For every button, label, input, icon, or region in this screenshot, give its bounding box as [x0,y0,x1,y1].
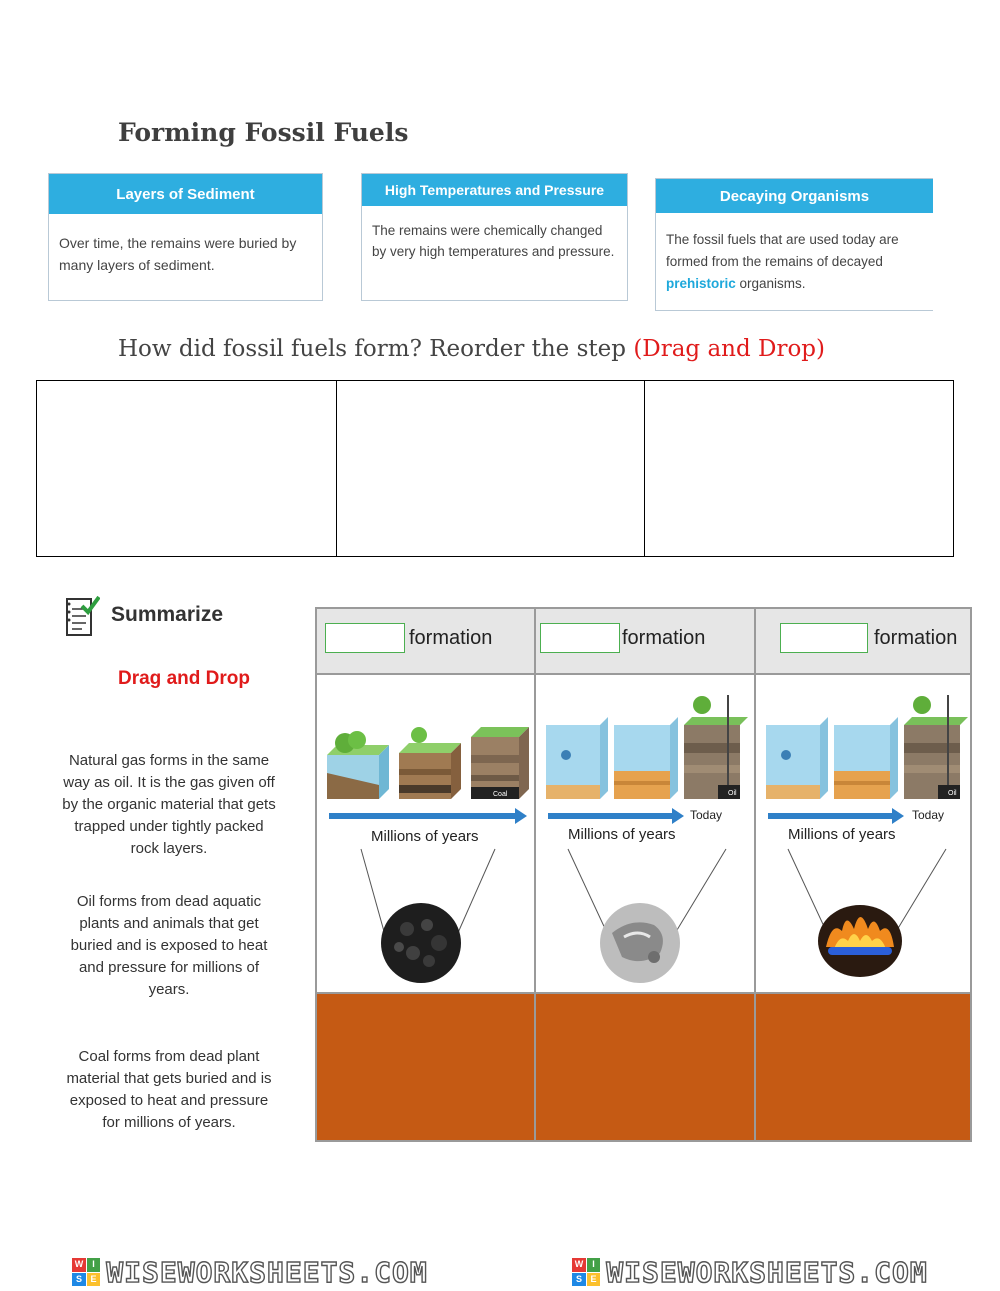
logo-letter: S [572,1273,586,1287]
checklist-icon [64,594,100,638]
card-header: Layers of Sediment [49,174,322,214]
drop-zone-oil[interactable] [536,992,754,1140]
oil-tag: Oil [728,790,737,797]
card-body: Over time, the remains were buried by many layers of sediment. [59,235,297,273]
today-label: Today [912,808,945,822]
watermark [572,1256,927,1289]
logo-letter: I [587,1258,601,1272]
reorder-slot-2[interactable] [337,381,644,556]
logo-letter: S [72,1273,86,1287]
millions-of-years-label: Millions of years [788,826,896,843]
formation-column-natural-gas [756,609,970,1140]
oil-formation-illustration [542,685,752,985]
card-body-text: The fossil fuels that are used today are formed from the remains of decayed [666,232,899,269]
card-layers-of-sediment[interactable] [48,173,323,301]
column-header [756,609,970,675]
formation-blank-input[interactable] [540,623,620,653]
formation-blank-input[interactable] [325,623,405,653]
card-body [656,213,933,305]
natural-gas-formation-illustration [762,685,972,985]
logo-letter: W [72,1258,86,1272]
watermark [72,1256,427,1289]
reorder-slot-1[interactable] [37,381,337,556]
card-body: The remains were chemically changed by very high temperatures and pressure. [372,223,615,259]
watermark-logo [572,1258,600,1286]
column-header [317,609,534,675]
coal-tag: Coal [493,791,508,798]
formation-label: formation [409,627,493,649]
card-high-temperatures[interactable] [361,173,628,301]
card-header: Decaying Organisms [656,179,933,213]
drop-zone-natural-gas[interactable] [756,992,970,1140]
watermark-text: WISEWORKSHEETS.COM [106,1255,428,1289]
watermark-bar [0,1256,1000,1288]
formation-column-oil [536,609,756,1140]
page-title: Forming Fossil Fuels [118,118,409,147]
formation-label: formation [622,627,706,649]
draggable-description-coal[interactable]: Coal forms from dead plant material that gets buried and is exposed to heat and pressure for millions of years. [66,1048,272,1131]
watermark-logo [72,1258,100,1286]
millions-of-years-label: Millions of years [568,826,676,843]
reorder-slot-3[interactable] [645,381,953,556]
draggable-description-natural-gas[interactable]: Natural gas forms in the same way as oil. It is the gas given off by the organic material that gets trapped under tightly packed rock layers. [62,752,276,857]
today-label: Today [690,808,723,822]
formation-label: formation [874,627,958,649]
card-header: High Temperatures and Pressure [362,174,627,206]
drop-zone-coal[interactable] [317,992,534,1140]
watermark-text: WISEWORKSHEETS.COM [606,1255,928,1289]
logo-letter: I [87,1258,101,1272]
draggable-description-oil[interactable]: Oil forms from dead aquatic plants and animals that get buried and is exposed to heat and pressure for millions of years. [70,893,268,998]
formation-blank-input[interactable] [780,623,868,653]
question-emphasis: (Drag and Drop) [633,336,826,362]
logo-letter: E [587,1273,601,1287]
question-text: How did fossil fuels form? Reorder the step [118,336,634,362]
reorder-question [118,336,825,362]
coal-formation-illustration [323,685,533,985]
card-decaying-organisms[interactable] [655,178,933,311]
highlight-word: prehistoric [666,276,736,291]
card-body-text-end: organisms. [735,276,806,291]
column-header [536,609,754,675]
logo-letter: W [572,1258,586,1272]
formation-grid [315,607,972,1142]
logo-letter: E [87,1273,101,1287]
summarize-title: Summarize [111,603,224,626]
reorder-drop-table [36,380,954,557]
millions-of-years-label: Millions of years [371,828,479,845]
oil-tag: Oil [948,790,957,797]
drag-and-drop-label: Drag and Drop [118,668,250,689]
formation-column-coal [317,609,536,1140]
